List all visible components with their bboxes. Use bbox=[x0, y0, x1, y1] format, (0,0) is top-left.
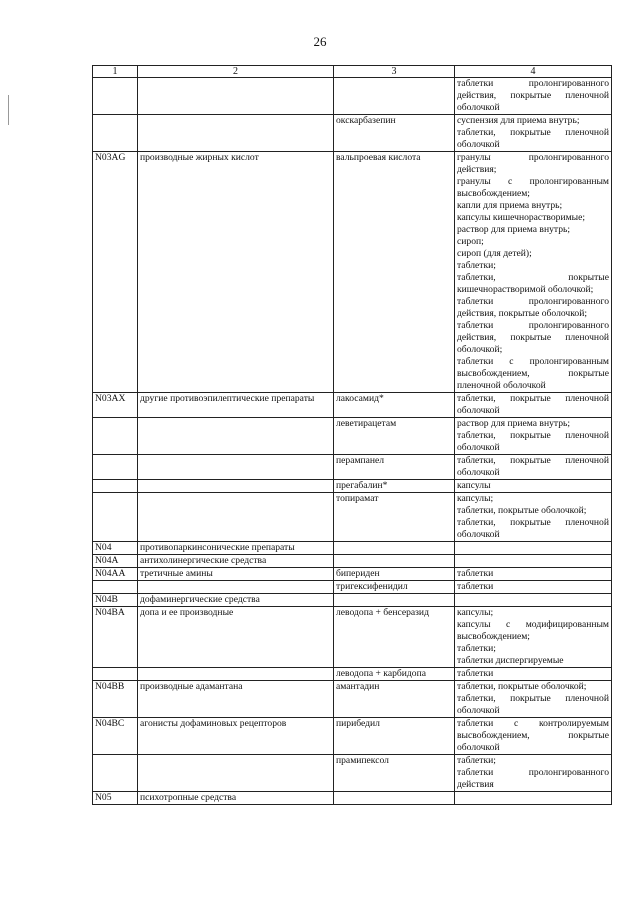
dosage-form-line: суспензия для приема внутрь; bbox=[457, 115, 580, 126]
group-name-cell: производные адамантана bbox=[138, 681, 334, 718]
drug-name-cell: леветирацетам bbox=[334, 418, 455, 455]
group-name-cell: агонисты дофаминовых рецепторов bbox=[138, 718, 334, 755]
table-row bbox=[93, 568, 612, 581]
atc-code-cell: N04BB bbox=[93, 681, 138, 718]
group-name-cell: психотропные средства bbox=[138, 792, 334, 805]
atc-code-cell bbox=[93, 78, 138, 115]
table-row bbox=[93, 555, 612, 568]
dosage-form-line: таблетки пролонгированного действия, покрытые оболочкой; bbox=[457, 296, 609, 319]
dosage-forms-cell bbox=[455, 493, 612, 542]
group-name-cell: дофаминергические средства bbox=[138, 594, 334, 607]
dosage-form-line: таблетки, покрытые оболочкой; bbox=[457, 681, 587, 692]
drug-table bbox=[92, 65, 612, 805]
atc-code-cell bbox=[93, 418, 138, 455]
group-name-cell bbox=[138, 78, 334, 115]
dosage-form-line: таблетки с контролируемым высвобождением, покрытые оболочкой bbox=[457, 718, 609, 753]
drug-name-cell: прамипексол bbox=[334, 755, 455, 792]
table-row bbox=[93, 542, 612, 555]
group-name-cell bbox=[138, 755, 334, 792]
drug-name-cell bbox=[334, 555, 455, 568]
dosage-form-line: таблетки, покрытые пленочной оболочкой bbox=[457, 430, 609, 453]
dosage-form-line: таблетки с пролонгированным высвобождением, покрытые пленочной оболочкой bbox=[457, 356, 609, 391]
dosage-forms-cell bbox=[455, 581, 612, 594]
drug-name-cell bbox=[334, 792, 455, 805]
dosage-form-line: раствор для приема внутрь; bbox=[457, 418, 571, 429]
dosage-forms-cell bbox=[455, 480, 612, 493]
atc-code-cell: N04 bbox=[93, 542, 138, 555]
group-name-cell: производные жирных кислот bbox=[138, 152, 334, 393]
dosage-form-line: капсулы с модифицированным высвобождением; bbox=[457, 619, 609, 642]
atc-code-cell: N03AX bbox=[93, 393, 138, 418]
table-row bbox=[93, 78, 612, 115]
dosage-forms-cell bbox=[455, 393, 612, 418]
drug-name-cell: вальпроевая кислота bbox=[334, 152, 455, 393]
margin-mark bbox=[8, 95, 9, 125]
dosage-form-line: таблетки пролонгированного действия, покрытые пленочной оболочкой bbox=[457, 78, 609, 113]
table-header-row bbox=[93, 66, 612, 78]
dosage-form-line: таблетки, покрытые оболочкой; bbox=[457, 505, 587, 516]
dosage-form-line: гранулы с пролонгированным высвобождением; bbox=[457, 176, 609, 199]
dosage-forms-cell bbox=[455, 78, 612, 115]
atc-code-cell bbox=[93, 668, 138, 681]
atc-code-cell: N05 bbox=[93, 792, 138, 805]
dosage-form-line: таблетки; bbox=[457, 643, 496, 654]
dosage-form-line: сироп; bbox=[457, 236, 484, 247]
dosage-form-line: таблетки, покрытые пленочной оболочкой bbox=[457, 693, 609, 716]
dosage-form-line: таблетки диспергируемые bbox=[457, 655, 564, 666]
group-name-cell: другие противоэпилептические препараты bbox=[138, 393, 334, 418]
drug-name-cell: амантадин bbox=[334, 681, 455, 718]
drug-name-cell: бипериден bbox=[334, 568, 455, 581]
atc-code-cell bbox=[93, 755, 138, 792]
atc-code-cell: N04BC bbox=[93, 718, 138, 755]
dosage-form-line: раствор для приема внутрь; bbox=[457, 224, 571, 235]
drug-name-cell: леводопа + карбидопа bbox=[334, 668, 455, 681]
group-name-cell: антихолинергические средства bbox=[138, 555, 334, 568]
group-name-cell: допа и ее производные bbox=[138, 607, 334, 668]
table-body bbox=[93, 78, 612, 805]
dosage-form-line: таблетки пролонгированного действия bbox=[457, 767, 609, 790]
dosage-form-line: гранулы пролонгированного действия; bbox=[457, 152, 609, 175]
group-name-cell bbox=[138, 668, 334, 681]
dosage-form-line: таблетки bbox=[457, 581, 494, 592]
drug-name-cell: перампанел bbox=[334, 455, 455, 480]
group-name-cell bbox=[138, 493, 334, 542]
dosage-forms-cell bbox=[455, 418, 612, 455]
dosage-forms-cell bbox=[455, 594, 612, 607]
atc-code-cell: N04AA bbox=[93, 568, 138, 581]
dosage-forms-cell bbox=[455, 568, 612, 581]
column-header: 1 bbox=[93, 66, 138, 78]
table-row bbox=[93, 607, 612, 668]
table-row bbox=[93, 594, 612, 607]
dosage-forms-cell bbox=[455, 718, 612, 755]
dosage-form-line: таблетки, покрытые пленочной оболочкой bbox=[457, 455, 609, 478]
table-row bbox=[93, 581, 612, 594]
atc-code-cell: N04B bbox=[93, 594, 138, 607]
atc-code-cell: N04BA bbox=[93, 607, 138, 668]
drug-name-cell: прегабалин* bbox=[334, 480, 455, 493]
drug-name-cell: пирибедил bbox=[334, 718, 455, 755]
dosage-forms-cell bbox=[455, 555, 612, 568]
column-header: 3 bbox=[334, 66, 455, 78]
table-row bbox=[93, 393, 612, 418]
group-name-cell bbox=[138, 455, 334, 480]
dosage-form-line: таблетки bbox=[457, 668, 494, 679]
group-name-cell bbox=[138, 581, 334, 594]
table-row bbox=[93, 792, 612, 805]
drug-name-cell bbox=[334, 594, 455, 607]
dosage-forms-cell bbox=[455, 668, 612, 681]
dosage-form-line: таблетки; bbox=[457, 755, 496, 766]
dosage-form-line: капли для приема внутрь; bbox=[457, 200, 563, 211]
drug-name-cell: окскарбазепин bbox=[334, 115, 455, 152]
dosage-form-line: таблетки пролонгированного действия, покрытые пленочной оболочкой; bbox=[457, 320, 609, 355]
group-name-cell bbox=[138, 480, 334, 493]
table-row bbox=[93, 418, 612, 455]
page-number: 26 bbox=[313, 34, 327, 49]
dosage-form-line: таблетки; bbox=[457, 260, 496, 271]
atc-code-cell bbox=[93, 493, 138, 542]
dosage-form-line: сироп (для детей); bbox=[457, 248, 532, 259]
dosage-forms-cell bbox=[455, 792, 612, 805]
drug-name-cell bbox=[334, 542, 455, 555]
atc-code-cell: N04A bbox=[93, 555, 138, 568]
dosage-forms-cell bbox=[455, 681, 612, 718]
group-name-cell: противопаркинсонические препараты bbox=[138, 542, 334, 555]
dosage-form-line: капсулы; bbox=[457, 607, 494, 618]
dosage-form-line: таблетки bbox=[457, 568, 494, 579]
table-row bbox=[93, 152, 612, 393]
table-row bbox=[93, 115, 612, 152]
group-name-cell: третичные амины bbox=[138, 568, 334, 581]
dosage-forms-cell bbox=[455, 607, 612, 668]
column-header: 2 bbox=[138, 66, 334, 78]
drug-name-cell bbox=[334, 78, 455, 115]
table-row bbox=[93, 668, 612, 681]
dosage-form-line: капсулы bbox=[457, 480, 491, 491]
table-row bbox=[93, 480, 612, 493]
atc-code-cell: N03AG bbox=[93, 152, 138, 393]
dosage-forms-cell bbox=[455, 152, 612, 393]
dosage-form-line: таблетки, покрытые пленочной оболочкой bbox=[457, 517, 609, 540]
drug-name-cell: тригексифенидил bbox=[334, 581, 455, 594]
drug-name-cell: леводопа + бенсеразид bbox=[334, 607, 455, 668]
table-row bbox=[93, 718, 612, 755]
dosage-form-line: таблетки, покрытые пленочной оболочкой bbox=[457, 127, 609, 150]
column-header: 4 bbox=[455, 66, 612, 78]
atc-code-cell bbox=[93, 581, 138, 594]
table-row bbox=[93, 681, 612, 718]
dosage-form-line: таблетки, покрытые кишечнорастворимой оболочкой; bbox=[457, 272, 609, 295]
drug-name-cell: топирамат bbox=[334, 493, 455, 542]
atc-code-cell bbox=[93, 480, 138, 493]
table-row bbox=[93, 493, 612, 542]
dosage-form-line: капсулы; bbox=[457, 493, 494, 504]
atc-code-cell bbox=[93, 455, 138, 480]
group-name-cell bbox=[138, 418, 334, 455]
dosage-form-line: капсулы кишечнорастворимые; bbox=[457, 212, 586, 223]
table-row bbox=[93, 755, 612, 792]
dosage-forms-cell bbox=[455, 755, 612, 792]
atc-code-cell bbox=[93, 115, 138, 152]
dosage-forms-cell bbox=[455, 542, 612, 555]
dosage-form-line: таблетки, покрытые пленочной оболочкой bbox=[457, 393, 609, 416]
drug-name-cell: лакосамид* bbox=[334, 393, 455, 418]
group-name-cell bbox=[138, 115, 334, 152]
dosage-forms-cell bbox=[455, 115, 612, 152]
table-row bbox=[93, 455, 612, 480]
dosage-forms-cell bbox=[455, 455, 612, 480]
